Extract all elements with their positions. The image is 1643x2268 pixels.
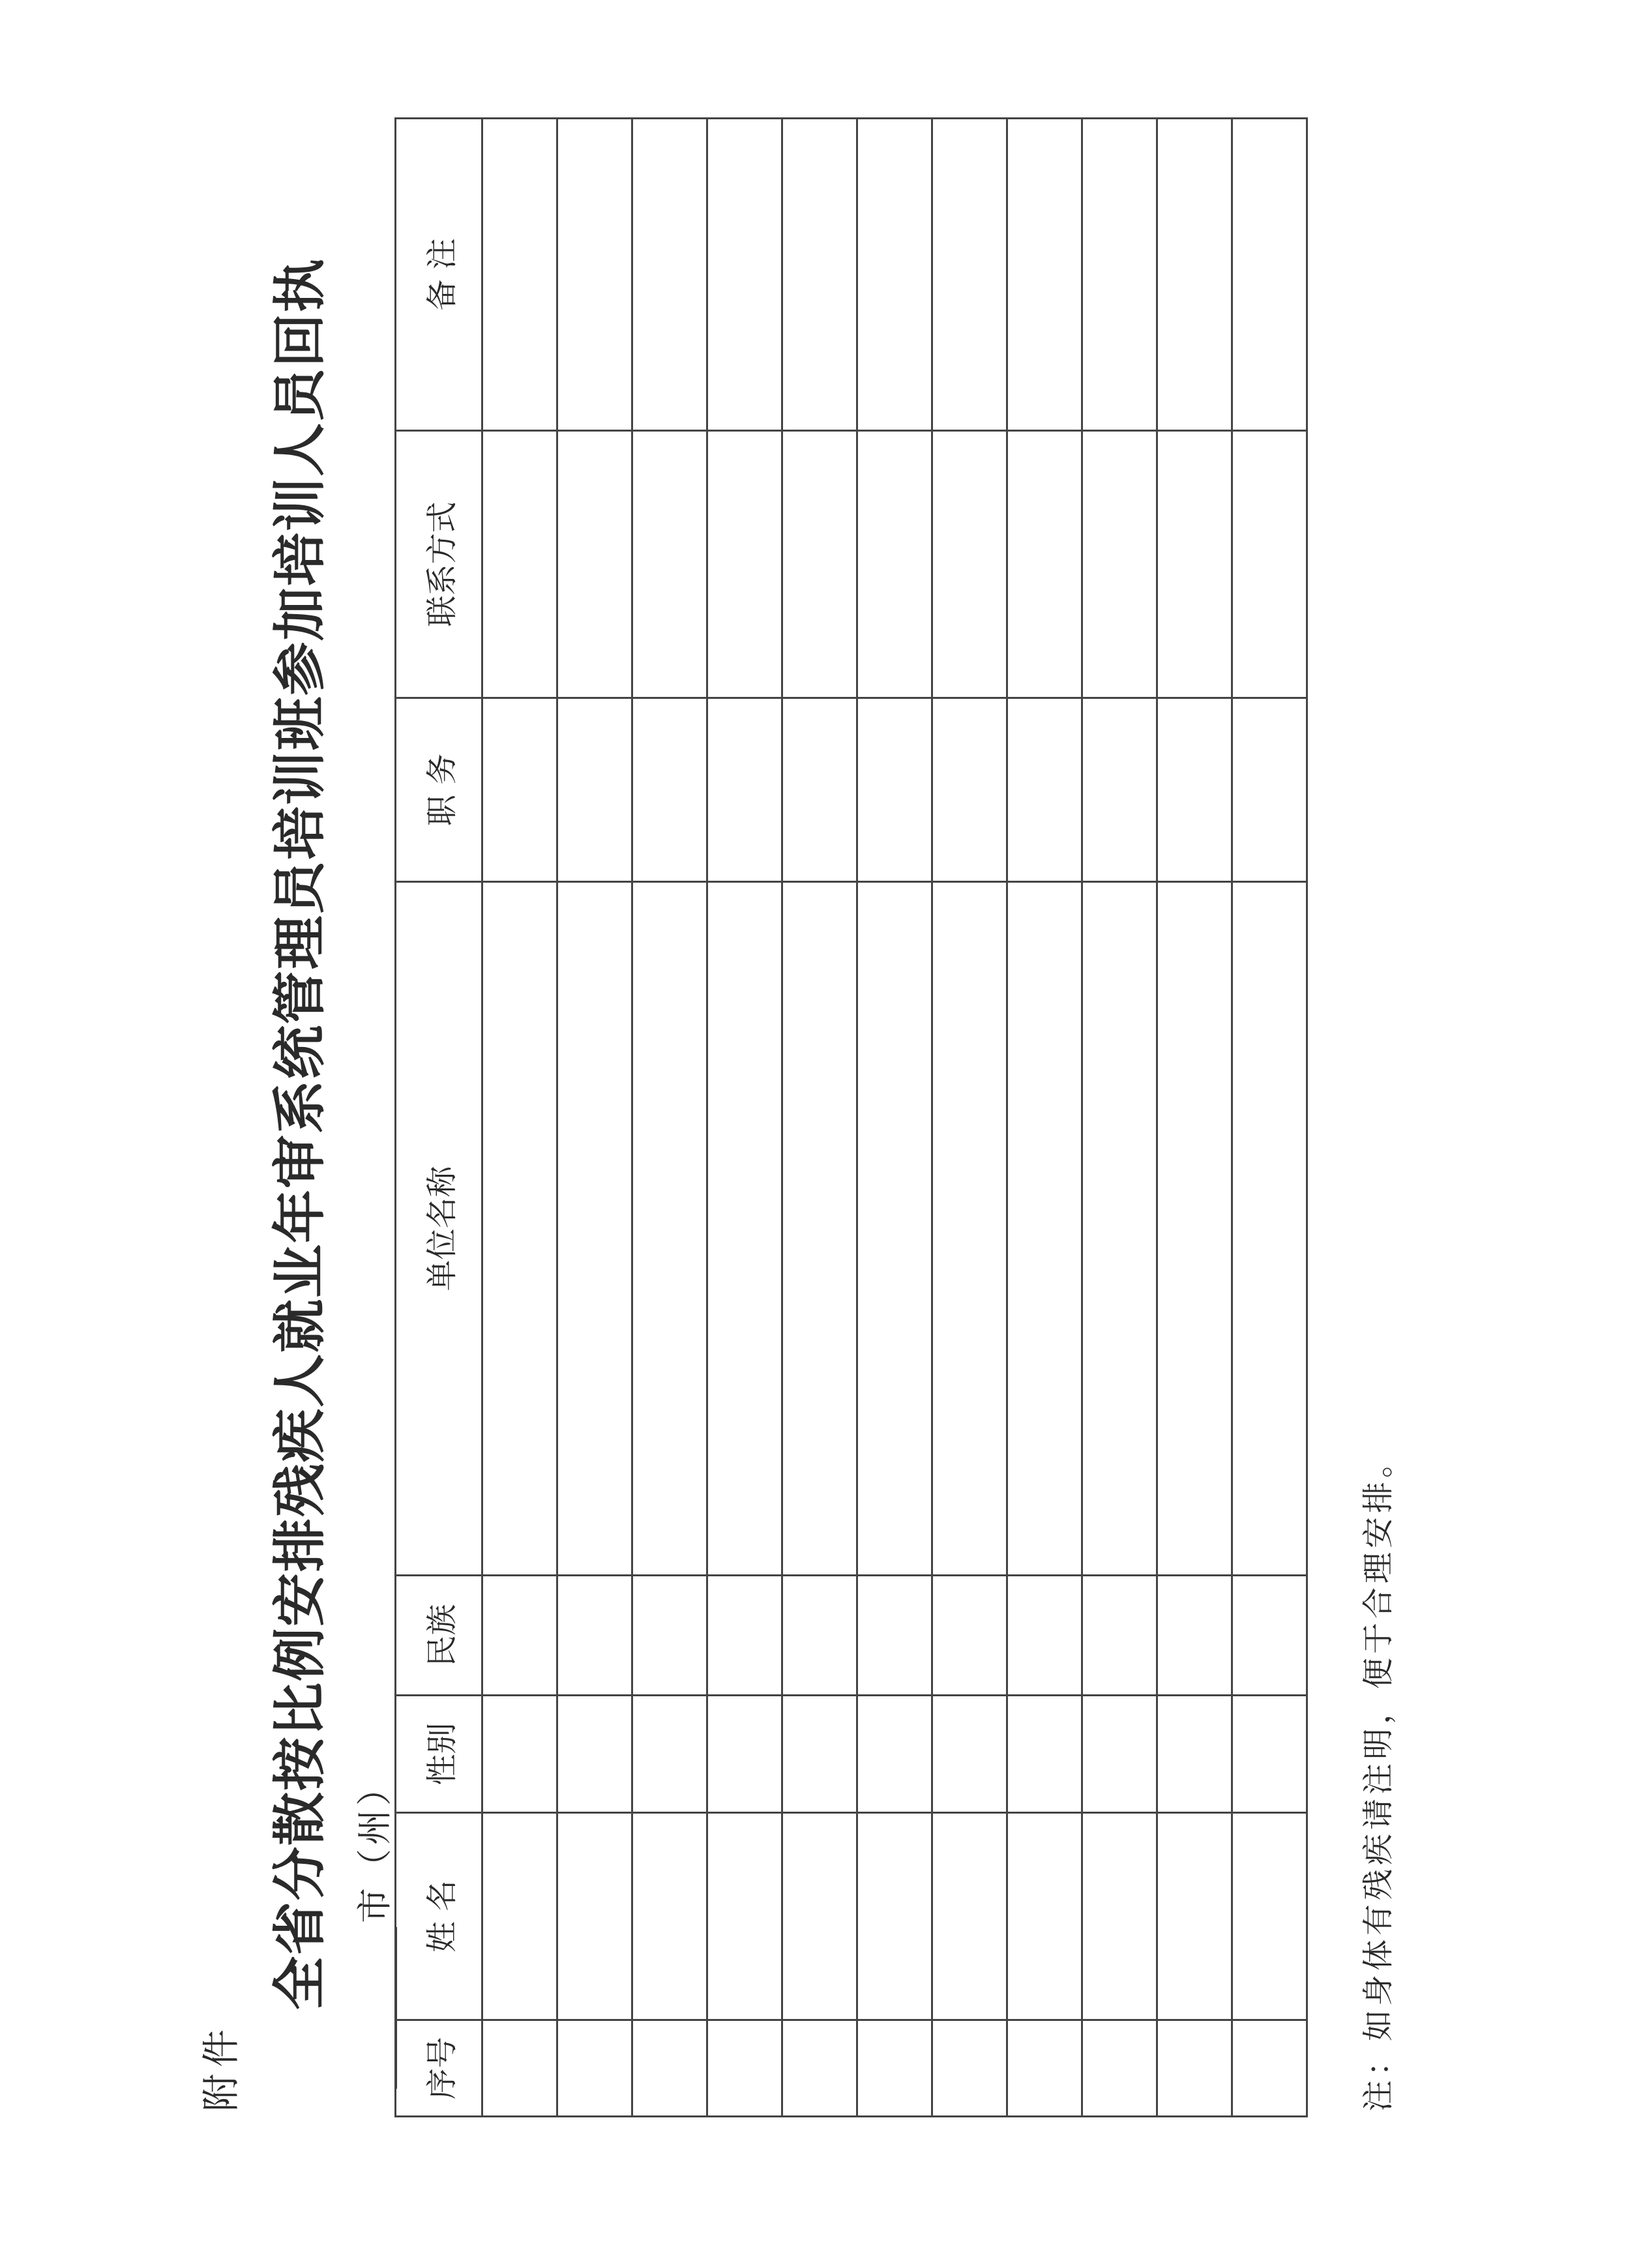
cell-ethnicity[interactable] xyxy=(932,1576,1007,1696)
cell-ethnicity[interactable] xyxy=(1007,1576,1082,1696)
cell-unit-name[interactable] xyxy=(782,882,857,1576)
cell-unit-name[interactable] xyxy=(1082,882,1157,1576)
cell-position[interactable] xyxy=(632,698,707,882)
cell-remarks[interactable] xyxy=(782,119,857,431)
header-name: 姓 名 xyxy=(396,1813,482,2020)
cell-position[interactable] xyxy=(1157,698,1232,882)
cell-serial[interactable] xyxy=(707,2020,782,2117)
cell-gender[interactable] xyxy=(1007,1696,1082,1813)
cell-position[interactable] xyxy=(782,698,857,882)
header-contact: 联系方式 xyxy=(396,431,482,698)
cell-contact[interactable] xyxy=(1157,431,1232,698)
table-row xyxy=(557,119,632,2117)
cell-contact[interactable] xyxy=(1082,431,1157,698)
cell-unit-name[interactable] xyxy=(932,882,1007,1576)
cell-remarks[interactable] xyxy=(857,119,932,431)
cell-serial[interactable] xyxy=(1007,2020,1082,2117)
cell-contact[interactable] xyxy=(1232,431,1307,698)
attendee-table xyxy=(394,117,1308,2117)
cell-name[interactable] xyxy=(557,1813,632,2020)
cell-remarks[interactable] xyxy=(707,119,782,431)
header-serial: 序号 xyxy=(396,2020,482,2117)
cell-contact[interactable] xyxy=(707,431,782,698)
cell-ethnicity[interactable] xyxy=(1082,1576,1157,1696)
cell-gender[interactable] xyxy=(482,1696,557,1813)
cell-contact[interactable] xyxy=(782,431,857,698)
cell-name[interactable] xyxy=(1232,1813,1307,2020)
cell-gender[interactable] xyxy=(1157,1696,1232,1813)
cell-contact[interactable] xyxy=(482,431,557,698)
cell-ethnicity[interactable] xyxy=(1232,1576,1307,1696)
cell-serial[interactable] xyxy=(1232,2020,1307,2117)
cell-remarks[interactable] xyxy=(932,119,1007,431)
cell-ethnicity[interactable] xyxy=(1157,1576,1232,1696)
cell-position[interactable] xyxy=(482,698,557,882)
cell-position[interactable] xyxy=(1232,698,1307,882)
cell-ethnicity[interactable] xyxy=(707,1576,782,1696)
cell-position[interactable] xyxy=(557,698,632,882)
cell-unit-name[interactable] xyxy=(707,882,782,1576)
cell-serial[interactable] xyxy=(482,2020,557,2117)
cell-contact[interactable] xyxy=(857,431,932,698)
cell-name[interactable] xyxy=(482,1813,557,2020)
cell-contact[interactable] xyxy=(932,431,1007,698)
cell-gender[interactable] xyxy=(857,1696,932,1813)
cell-position[interactable] xyxy=(857,698,932,882)
city-suffix: 市（州） xyxy=(354,1767,395,1923)
cell-remarks[interactable] xyxy=(482,119,557,431)
cell-unit-name[interactable] xyxy=(1007,882,1082,1576)
table-header-row xyxy=(396,119,482,2117)
cell-remarks[interactable] xyxy=(557,119,632,431)
cell-remarks[interactable] xyxy=(632,119,707,431)
header-unit-name: 单位名称 xyxy=(396,882,482,1576)
cell-serial[interactable] xyxy=(782,2020,857,2117)
cell-contact[interactable] xyxy=(632,431,707,698)
cell-gender[interactable] xyxy=(557,1696,632,1813)
cell-gender[interactable] xyxy=(632,1696,707,1813)
cell-serial[interactable] xyxy=(1157,2020,1232,2117)
table-row xyxy=(632,119,707,2117)
cell-unit-name[interactable] xyxy=(557,882,632,1576)
cell-serial[interactable] xyxy=(557,2020,632,2117)
table-row xyxy=(482,119,557,2117)
cell-ethnicity[interactable] xyxy=(632,1576,707,1696)
header-remarks: 备 注 xyxy=(396,119,482,431)
cell-serial[interactable] xyxy=(1082,2020,1157,2117)
header-gender: 性别 xyxy=(396,1696,482,1813)
cell-unit-name[interactable] xyxy=(857,882,932,1576)
table-row xyxy=(1157,119,1232,2117)
cell-position[interactable] xyxy=(1082,698,1157,882)
table-row xyxy=(1082,119,1157,2117)
footnote: 注：如身体有残疾请注明，便于合理安排。 xyxy=(1360,1442,1397,2112)
cell-gender[interactable] xyxy=(707,1696,782,1813)
cell-position[interactable] xyxy=(707,698,782,882)
cell-ethnicity[interactable] xyxy=(857,1576,932,1696)
cell-unit-name[interactable] xyxy=(1232,882,1307,1576)
cell-ethnicity[interactable] xyxy=(782,1576,857,1696)
cell-unit-name[interactable] xyxy=(632,882,707,1576)
cell-remarks[interactable] xyxy=(1157,119,1232,431)
cell-contact[interactable] xyxy=(1007,431,1082,698)
table-row xyxy=(857,119,932,2117)
table-body xyxy=(482,119,1307,2117)
cell-contact[interactable] xyxy=(557,431,632,698)
cell-name[interactable] xyxy=(1007,1813,1082,2020)
cell-name[interactable] xyxy=(932,1813,1007,2020)
cell-name[interactable] xyxy=(1082,1813,1157,2020)
cell-remarks[interactable] xyxy=(1082,119,1157,431)
cell-name[interactable] xyxy=(782,1813,857,2020)
table-row xyxy=(1007,119,1082,2117)
cell-position[interactable] xyxy=(932,698,1007,882)
cell-gender[interactable] xyxy=(932,1696,1007,1813)
cell-name[interactable] xyxy=(632,1813,707,2020)
cell-serial[interactable] xyxy=(632,2020,707,2117)
cell-ethnicity[interactable] xyxy=(557,1576,632,1696)
cell-gender[interactable] xyxy=(1232,1696,1307,1813)
cell-name[interactable] xyxy=(707,1813,782,2020)
cell-ethnicity[interactable] xyxy=(482,1576,557,1696)
city-field xyxy=(347,1767,397,2089)
table-row xyxy=(1232,119,1307,2117)
attachment-label: 附件 xyxy=(199,2022,243,2112)
cell-serial[interactable] xyxy=(857,2020,932,2117)
document-title: 全省分散按比例安排残疾人就业年审系统管理员培训班参加培训人员回执 xyxy=(269,258,331,2010)
cell-unit-name[interactable] xyxy=(1157,882,1232,1576)
cell-name[interactable] xyxy=(1157,1813,1232,2020)
cell-serial[interactable] xyxy=(932,2020,1007,2117)
cell-unit-name[interactable] xyxy=(482,882,557,1576)
cell-name[interactable] xyxy=(857,1813,932,2020)
cell-position[interactable] xyxy=(1007,698,1082,882)
header-position: 职 务 xyxy=(396,698,482,882)
table-row xyxy=(707,119,782,2117)
cell-remarks[interactable] xyxy=(1007,119,1082,431)
table-row xyxy=(932,119,1007,2117)
cell-remarks[interactable] xyxy=(1232,119,1307,431)
city-blank[interactable] xyxy=(359,1927,397,2089)
cell-gender[interactable] xyxy=(782,1696,857,1813)
header-ethnicity: 民族 xyxy=(396,1576,482,1696)
table-row xyxy=(782,119,857,2117)
cell-gender[interactable] xyxy=(1082,1696,1157,1813)
